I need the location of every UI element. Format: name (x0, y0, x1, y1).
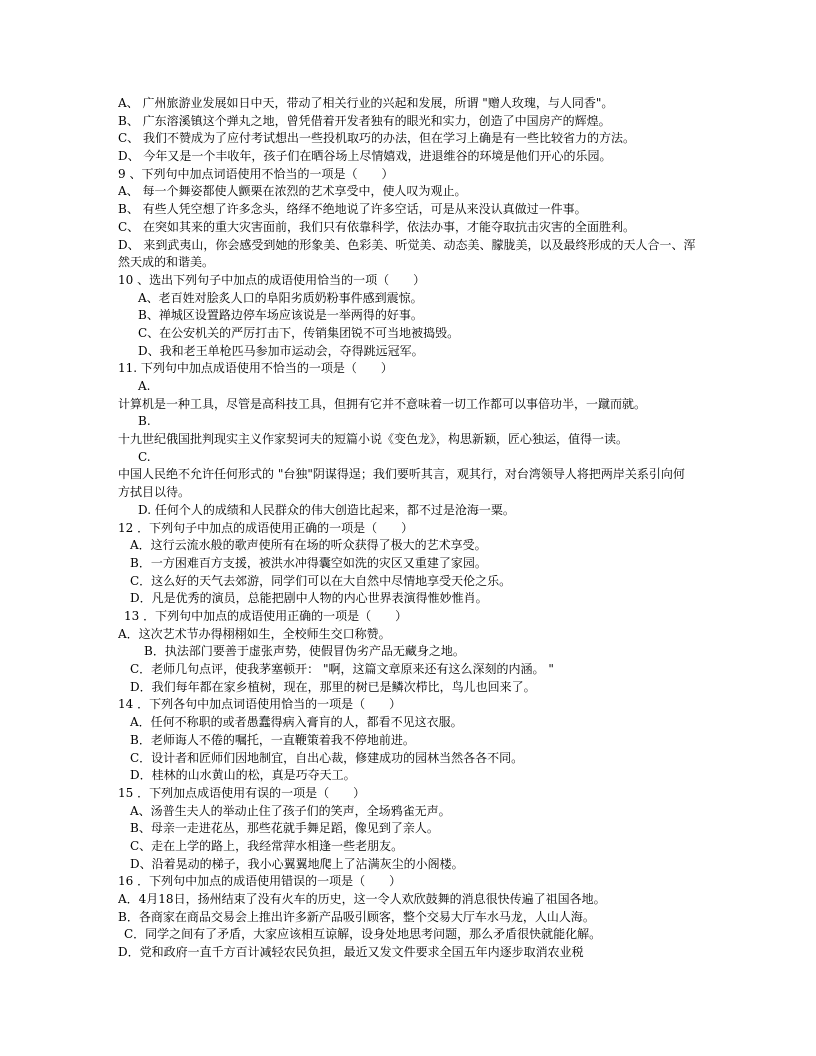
text-line: C．老师几句点评，使我茅塞顿开： "啊，这篇文章原来还有这么深刻的内涵。 " (130, 662, 554, 677)
text-line: A．这次艺术节办得栩栩如生，全校师生交口称赞。 (118, 626, 391, 641)
text-line: D．桂林的山水黄山的松，真是巧夺天工。 (130, 768, 356, 783)
text-line: C、在公安机关的严厉打击下，传销集团锐不可当地被捣毁。 (138, 325, 460, 340)
text-line: D．党和政府一直千方百计减轻农民负担，最近又发文件要求全国五年内逐步取消农业税 (118, 945, 584, 960)
text-line: A. (138, 379, 151, 394)
text-line: 十九世纪俄国批判现实主义作家契诃夫的短篇小说《变色龙》，构思新颖，匠心独运，值得一读。 (118, 432, 629, 447)
text-line: D．我们每年都在家乡植树，现在，那里的树已是鳞次栉比，鸟儿也回来了。 (130, 679, 536, 694)
text-line: 10 、选出下列句子中加点的成语使用恰当的一项（ ） (118, 272, 426, 287)
text-line: B、母亲一走进花丛，那些花就手舞足蹈，像见到了亲人。 (130, 821, 439, 836)
text-line: D．凡是优秀的演员，总能把剧中人物的内心世界表演得惟妙惟肖。 (130, 591, 488, 606)
text-line: B．执法部门要善于虚张声势，使假冒伪劣产品无藏身之地。 (144, 644, 465, 659)
text-line: A．任何不称职的或者愚蠢得病入膏肓的人，都看不见这衣服。 (130, 715, 463, 730)
text-line: B、禅城区设置路边停车场应该说是一举两得的好事。 (138, 308, 423, 323)
text-line: B、 广东溶溪镇这个弹丸之地，曾凭借着开发者独有的眼光和实力，创造了中国房产的辉煌。 (118, 113, 611, 128)
text-line: B．一方困难百方支援，被洪水冲得囊空如洗的灾区又重建了家园。 (130, 555, 487, 570)
text-line: B、 有些人凭空想了许多念头，络绎不绝地说了许多空话，可是从来没认真做过一件事。 (118, 202, 587, 217)
text-line: 15 ．下列加点成语使用有误的一项是（ ） (118, 785, 366, 800)
text-line: D、我和老王单枪匹马参加市运动会，夺得跳远冠军。 (138, 343, 424, 358)
text-line: 16 ．下列句中加点的成语使用错误的一项是（ ） (118, 874, 402, 889)
text-line: 中国人民绝不允许任何形式的 "台独"阴谋得逞；我们要听其言，观其行，对台湾领导人将把两岸关系引向何方拭目以待。 (118, 467, 685, 500)
text-line: D、 来到武夷山，你会感受到她的形象美、色彩美、听觉美、动态美、朦胧美，以及最终形成的天人合一、浑然天成的和谐美。 (118, 237, 696, 270)
text-line: C．这么好的天气去郊游，同学们可以在大自然中尽情地享受天伦之乐。 (130, 573, 512, 588)
text-line: D、沿着晃动的梯子，我小心翼翼地爬上了沾满灰尘的小阁楼。 (130, 856, 464, 871)
text-line: D、 今年又是一个丰收年，孩子们在晒谷场上尽情嬉戏，进退维谷的环境是他们开心的乐园。 (118, 149, 612, 164)
text-line: 11. 下列句中加点成语使用不恰当的一项是（ ） (118, 361, 393, 376)
text-line: B. (138, 414, 151, 429)
text-line: A、老百姓对脍炙人口的阜阳劣质奶粉事件感到震惊。 (138, 290, 423, 305)
text-line: C. (138, 449, 151, 464)
text-line: 计算机是一种工具，尽管是高科技工具，但拥有它并不意味着一切工作都可以事倍功半，一蹴而就。 (118, 396, 647, 411)
text-line: B．各商家在商品交易会上推出许多新产品吸引顾客，整个交易大厅车水马龙，人山人海。 (118, 909, 595, 924)
text-line: C、 我们不赞成为了应付考试想出一些投机取巧的办法，但在学习上确是有一些比较省力的方法。 (118, 131, 635, 146)
question-list (118, 95, 696, 962)
text-line: C、 在突如其来的重大灾害面前，我们只有依靠科学，依法办事，才能夺取抗击灾害的全面胜利。 (118, 219, 635, 234)
text-line: 13 ．下列句中加点的成语使用正确的一项是（ ） (124, 609, 408, 623)
text-line: A．4月18日，扬州结束了没有火车的历史，这一令人欢欣鼓舞的消息很快传遍了祖国各地。 (118, 892, 606, 906)
text-line: A、 每一个舞姿都使人颤栗在浓烈的艺术享受中，使人叹为观止。 (118, 184, 467, 199)
text-line: 14 ．下列各句中加点词语使用恰当的一项是（ ） (118, 697, 402, 712)
text-line: A．这行云流水般的歌声使所有在场的听众获得了极大的艺术享受。 (130, 538, 487, 553)
text-line: 9 、下列句中加点词语使用不恰当的一项是（ ） (118, 166, 394, 181)
text-line: C．设计者和匠师们因地制宜，自出心裁，修建成功的园林当然各各不同。 (130, 750, 524, 765)
text-line: A、 广州旅游业发展如日中天，带动了相关行业的兴起和发展，所谓 "赠人玫瑰，与人同香"。 (118, 96, 614, 110)
text-line: D. 任何个人的成绩和人民群众的伟大创造比起来，都不过是沧海一粟。 (138, 502, 515, 517)
text-line: C．同学之间有了矛盾，大家应该相互谅解，设身处地思考问题，那么矛盾很快就能化解。 (124, 927, 602, 942)
text-line: C、走在上学的路上，我经常萍水相逢一些老朋友。 (130, 838, 404, 853)
text-line: B．老师诲人不倦的嘱托，一直鞭策着我不停地前进。 (130, 732, 415, 747)
text-line: A、汤普生夫人的举动止住了孩子们的笑声，全场鸦雀无声。 (130, 803, 451, 818)
text-line: 12 ．下列句子中加点的成语使用正确的一项是（ ） (118, 520, 414, 535)
